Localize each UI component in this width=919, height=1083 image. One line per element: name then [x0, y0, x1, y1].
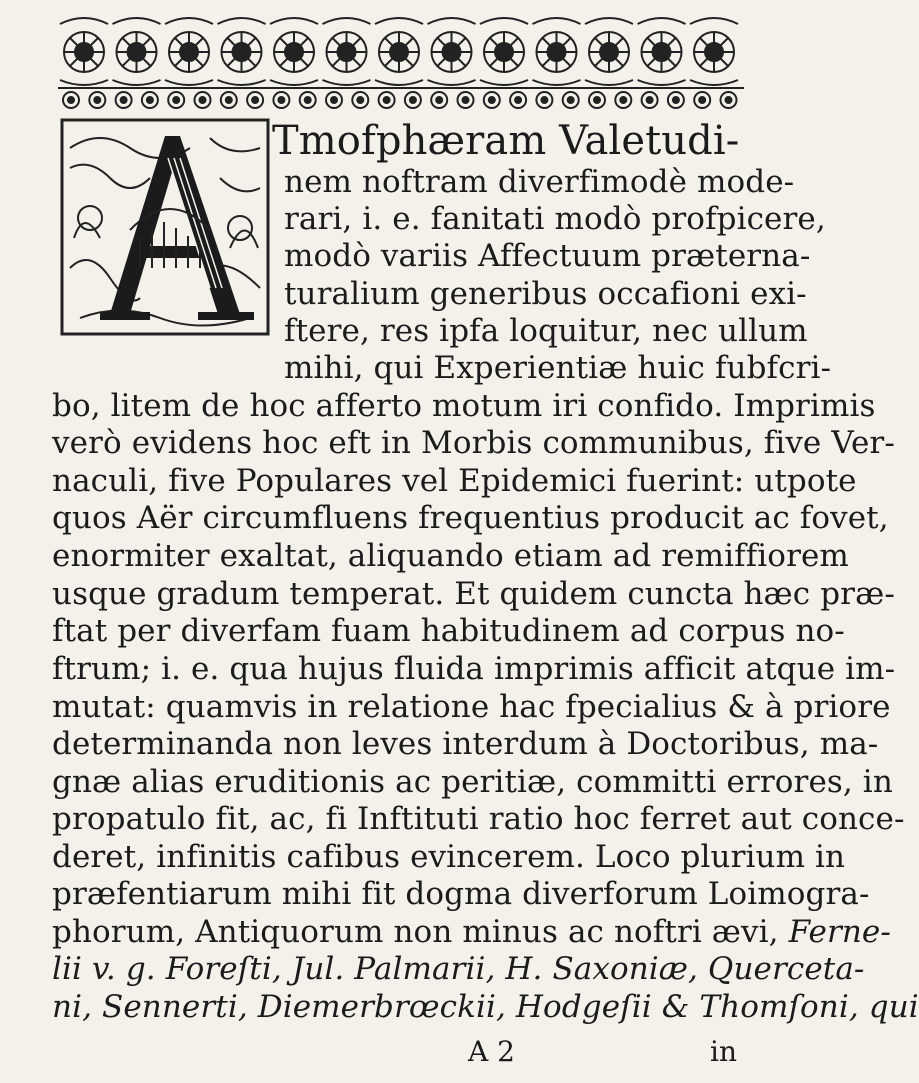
- catchword: in: [710, 1035, 737, 1068]
- text-line-1: Tmofphæram Valetudi-: [272, 118, 740, 164]
- text-line-23: lii v. g. Foreſti, Jul. Palmarii, H. Saxoniæ, Querceta-: [52, 951, 865, 987]
- text-line-18: gnæ alias eruditionis ac peritiæ, committi errores, in: [52, 764, 893, 800]
- text-line-20: deret, infinitis cafibus evincerem. Loco plurium in: [52, 839, 846, 875]
- text-line-22-italic: Ferne-: [788, 914, 891, 950]
- text-line-6: ftere, res ipfa loquitur, nec ullum: [284, 313, 808, 349]
- text-line-15: ftrum; i. e. qua hujus fluida imprimis afficit atque im-: [52, 651, 896, 687]
- text-line-22: [52, 912, 891, 952]
- text-line-14: ftat per diverfam fuam habitudinem ad corpus no-: [52, 613, 845, 649]
- text-line-10: naculi, five Populares vel Epidemici fuerint: utpote: [52, 463, 857, 499]
- text-line-11: quos Aër circumfluens frequentius producit ac fovet,: [52, 500, 889, 536]
- text-line-17: determinanda non leves interdum à Doctoribus, ma-: [52, 726, 879, 762]
- text-line-19: propatulo fit, ac, fi Inftituti ratio hoc ferret aut conce-: [52, 801, 905, 837]
- text-line-3: rari, i. e. fanitati modò profpicere,: [284, 201, 826, 237]
- text-line-9: verò evidens hoc eft in Morbis communibus, five Ver-: [52, 425, 895, 461]
- text-line-4: modò variis Affectuum præterna-: [284, 238, 811, 274]
- ornamental-headpiece-icon: [58, 14, 744, 110]
- decorated-initial-a-icon: [60, 118, 270, 336]
- text-line-2: nem noftram diverfimodè mode-: [284, 164, 795, 200]
- text-line-13: usque gradum temperat. Et quidem cuncta hæc præ-: [52, 576, 895, 612]
- text-line-12: enormiter exaltat, aliquando etiam ad remiffiorem: [52, 538, 849, 574]
- text-line-16: mutat: quamvis in relatione hac fpecialius & à priore: [52, 689, 891, 725]
- text-line-8: bo, litem de hoc afferto motum iri confido. Imprimis: [52, 388, 876, 424]
- text-line-7: mihi, qui Experientiæ huic fubfcri-: [284, 350, 832, 386]
- text-line-21: præfentiarum mihi fit dogma diverforum Loimogra-: [52, 876, 870, 912]
- text-line-22-main: phorum, Antiquorum non minus ac noftri ævi,: [52, 914, 779, 950]
- text-line-24: ni, Sennerti, Diemerbrœckii, Hodgeſii & Thomſoni, qui: [52, 989, 919, 1025]
- signature-mark: A 2: [468, 1035, 515, 1068]
- text-line-5: turalium generibus occafioni exi-: [284, 276, 807, 312]
